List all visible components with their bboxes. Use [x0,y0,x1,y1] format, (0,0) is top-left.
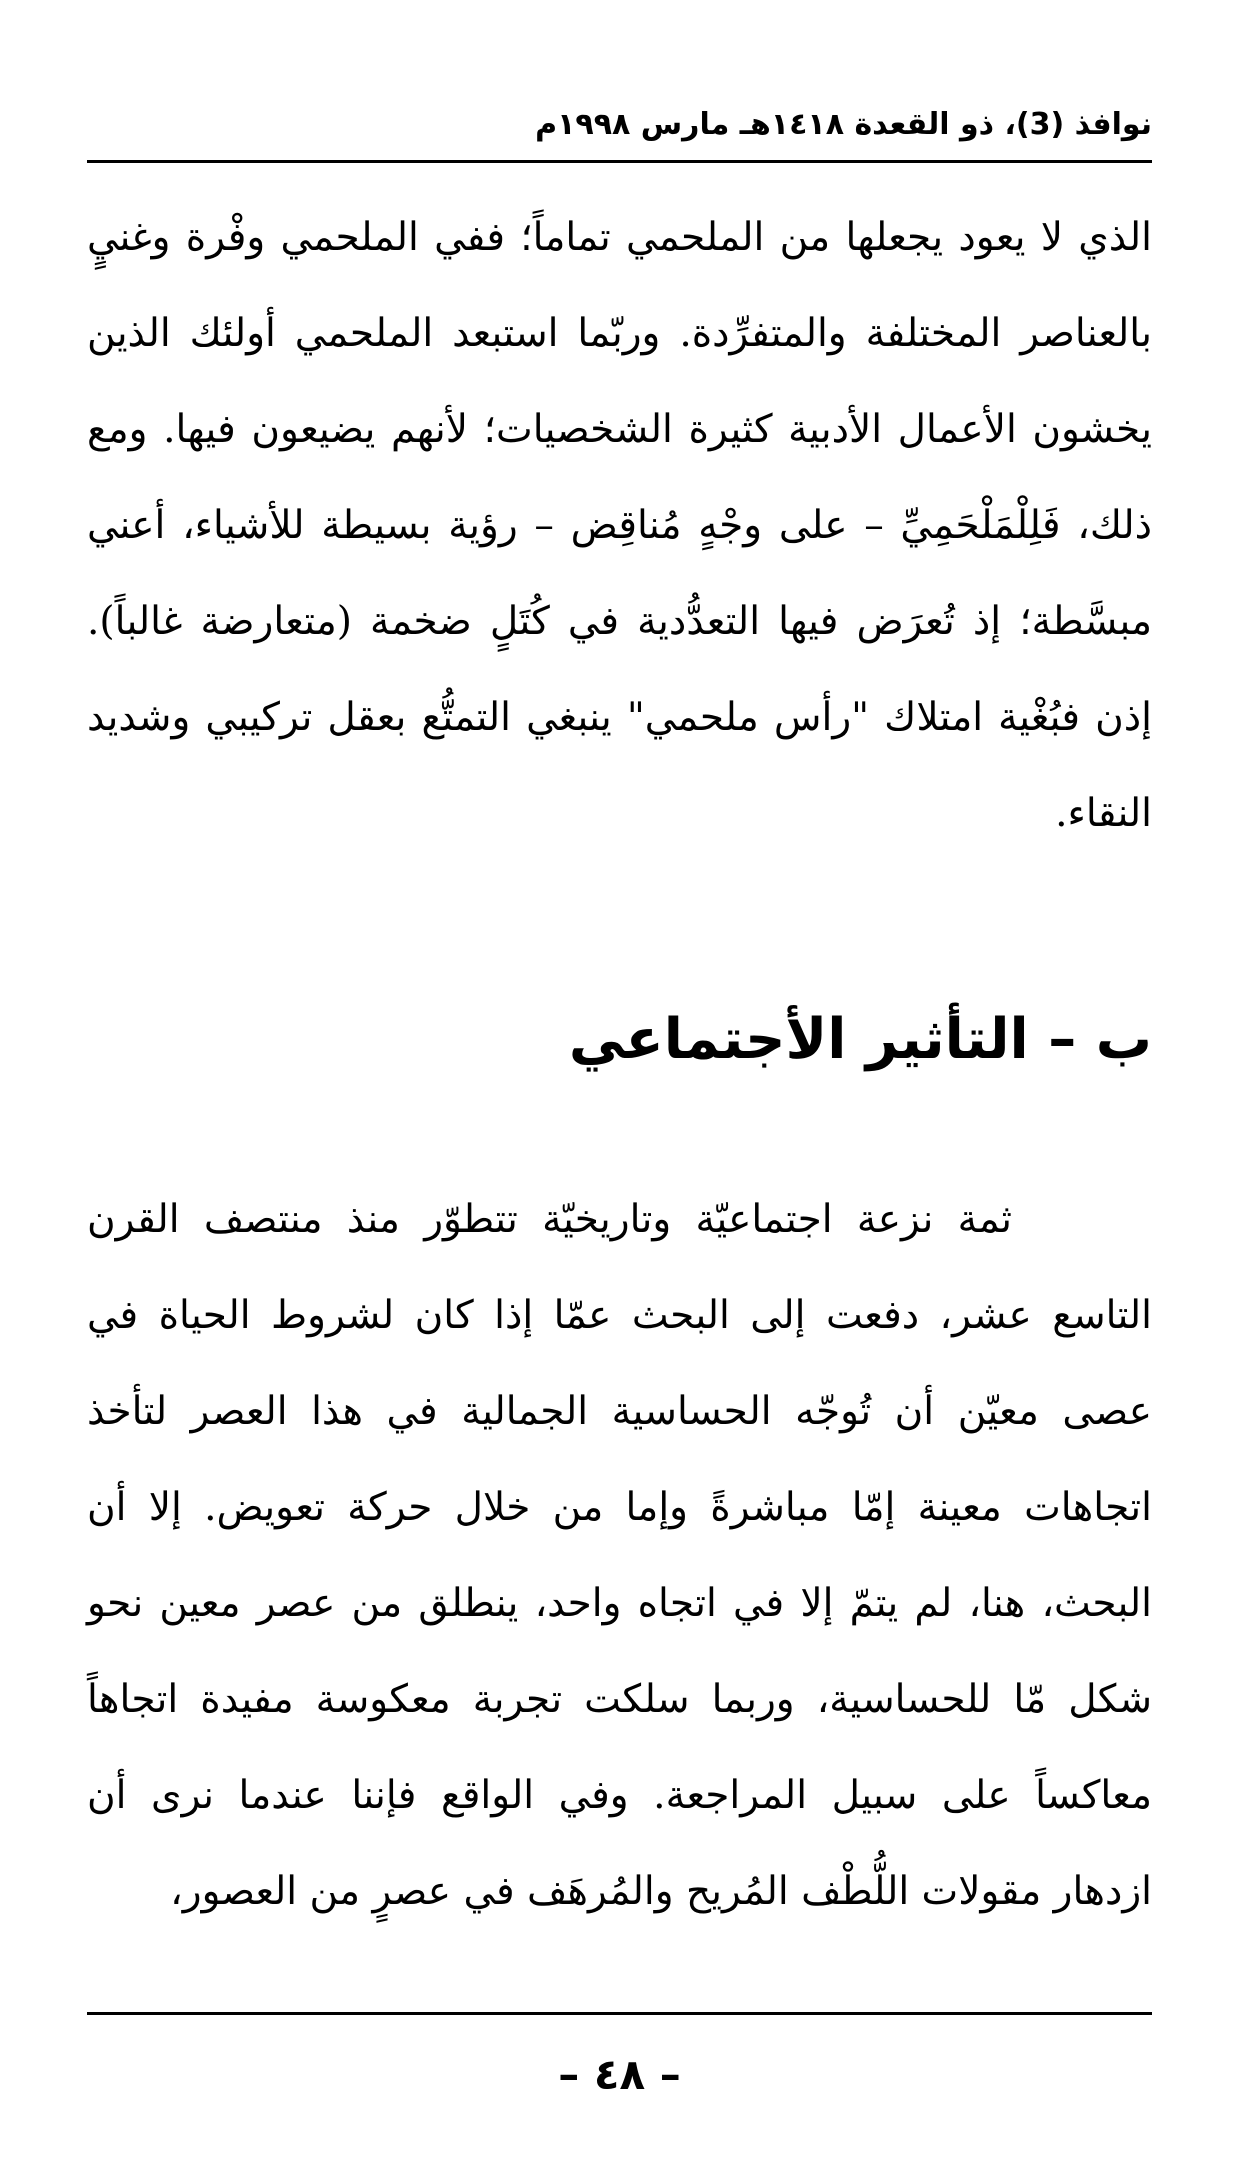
footer-divider [87,2012,1152,2015]
header-divider [87,160,1152,163]
running-header: نوافذ (3)، ذو القعدة ١٤١٨هـ مارس ١٩٩٨م [535,107,1152,142]
page-number: – ٤٨ – [558,2050,681,2099]
body-paragraph-1: الذي لا يعود يجعلها من الملحمي تماماً؛ ففي الملحمي وفْرة وغنيٍ بالعناصر المختلفة والمتفرِّدة. وربّما استبعد الملحمي أولئك الذين يخشون الأعمال الأدبية كثيرة الشخصيات؛ لأنهم يضيعون فيها. ومع ذلك، فَلِلْمَلْحَمِيِّ – على وجْهٍ مُناقِض – رؤية بسيطة للأشياء، أعني مبسَّطة؛ إذ تُعرَض فيها التعدُّدية في كُتَلٍ ضخمة (متعارضة غالباً). إذن فبُغْية امتلاك "رأس ملحمي" ينبغي التمتُّع بعقل تركيبي وشديد النقاء. [87,215,1152,836]
section-heading: ب – التأثير الأجتماعي [568,1007,1152,1072]
body-paragraph-2: ثمة نزعة اجتماعيّة وتاريخيّة تتطوّر منذ منتصف القرن التاسع عشر، دفعت إلى البحث عمّا إذا كان لشروط الحياة في عصى معيّن أن تُوجّه الحساسية الجمالية في هذا العصر لتأخذ اتجاهات معينة إمّا مباشرةً وإما من خلال حركة تعويض. إلا أن البحث، هنا، لم يتمّ إلا في اتجاه واحد، ينطلق من عصر معين نحو شكل مّا للحساسية، وربما سلكت تجربة معكوسة مفيدة اتجاهاً معاكساً على سبيل المراجعة. وفي الواقع فإننا عندما نرى أن ازدهار مقولات اللُّطْف المُريح والمُرهَف في عصرٍ من العصور، [87,1197,1152,1914]
